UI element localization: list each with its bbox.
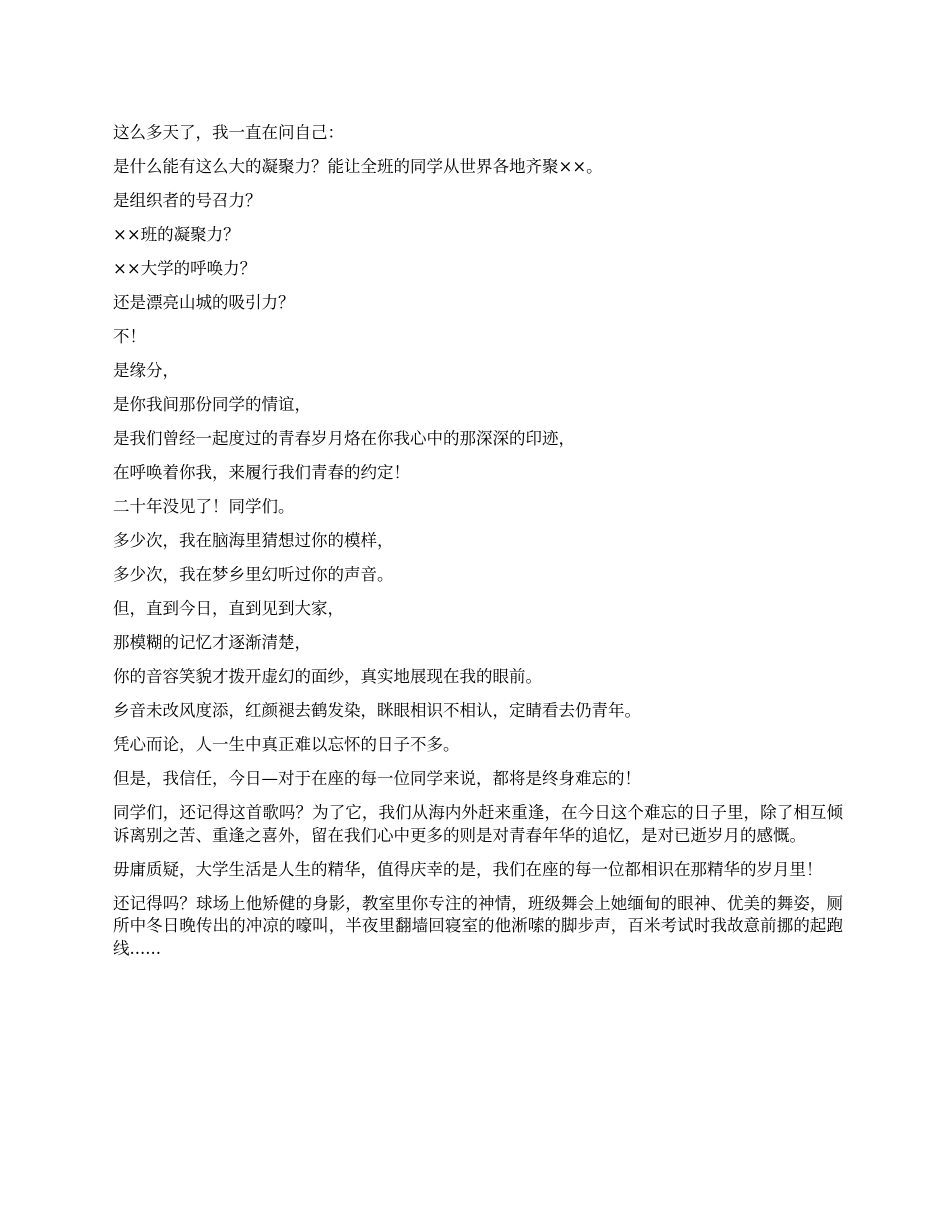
- document-body: [113, 122, 843, 960]
- paragraph: 在呼唤着你我，来履行我们青春的约定！: [113, 463, 410, 482]
- paragraph: 多少次，我在梦乡里幻听过你的声音。: [113, 565, 394, 584]
- paragraph: 是我们曾经一起度过的青春岁月烙在你我心中的那深深的印迹，: [113, 429, 575, 448]
- paragraph: 是什么能有这么大的凝聚力？能让全班的同学从世界各地齐聚××。: [113, 157, 603, 176]
- paragraph: 同学们，还记得这首歌吗？为了它，我们从海内外赶来重逢，在今日这个难忘的日子里，除了相互倾诉离别之苦、重逢之喜外，留在我们心中更多的则是对青春年华的追忆，是对已逝岁月的感慨。: [113, 803, 843, 845]
- paragraph: 还记得吗？球场上他矫健的身影，教室里你专注的神情，班级舞会上她缅甸的眼神、优美的舞姿，厕所中冬日晚传出的冲凉的嚎叫，半夜里翻墙回寝室的他淅嗦的脚步声，百米考试时我故意前挪的起跑线......: [113, 893, 843, 958]
- paragraph: ××班的凝聚力？: [113, 225, 240, 244]
- paragraph: 但，直到今日，直到见到大家，: [113, 599, 344, 618]
- paragraph: 是缘分，: [113, 361, 179, 380]
- paragraph: 这么多天了，我一直在问自己：: [113, 123, 344, 142]
- paragraph: 乡音未改风度添，红颜褪去鹤发染，眯眼相识不相认，定睛看去仍青年。: [113, 701, 641, 720]
- paragraph: 凭心而论，人一生中真正难以忘怀的日子不多。: [113, 735, 460, 754]
- paragraph: 二十年没见了！同学们。: [113, 497, 295, 516]
- paragraph: 毋庸质疑，大学生活是人生的精华，值得庆幸的是，我们在座的每一位都相识在那精华的岁月里！: [113, 859, 823, 879]
- paragraph: ××大学的呼唤力？: [113, 259, 257, 278]
- paragraph: 不！: [113, 327, 146, 346]
- paragraph: 你的音容笑貌才拨开虚幻的面纱，真实地展现在我的眼前。: [113, 667, 542, 686]
- paragraph: 但是，我信任，今日—对于在座的每一位同学来说，都将是终身难忘的！: [113, 769, 641, 788]
- paragraph: 是组织者的号召力？: [113, 191, 262, 210]
- paragraph: 还是漂亮山城的吸引力？: [113, 293, 295, 312]
- paragraph: 多少次，我在脑海里猜想过你的模样，: [113, 531, 394, 550]
- paragraph: 是你我间那份同学的情谊，: [113, 395, 311, 414]
- paragraph: 那模糊的记忆才逐渐清楚，: [113, 633, 311, 652]
